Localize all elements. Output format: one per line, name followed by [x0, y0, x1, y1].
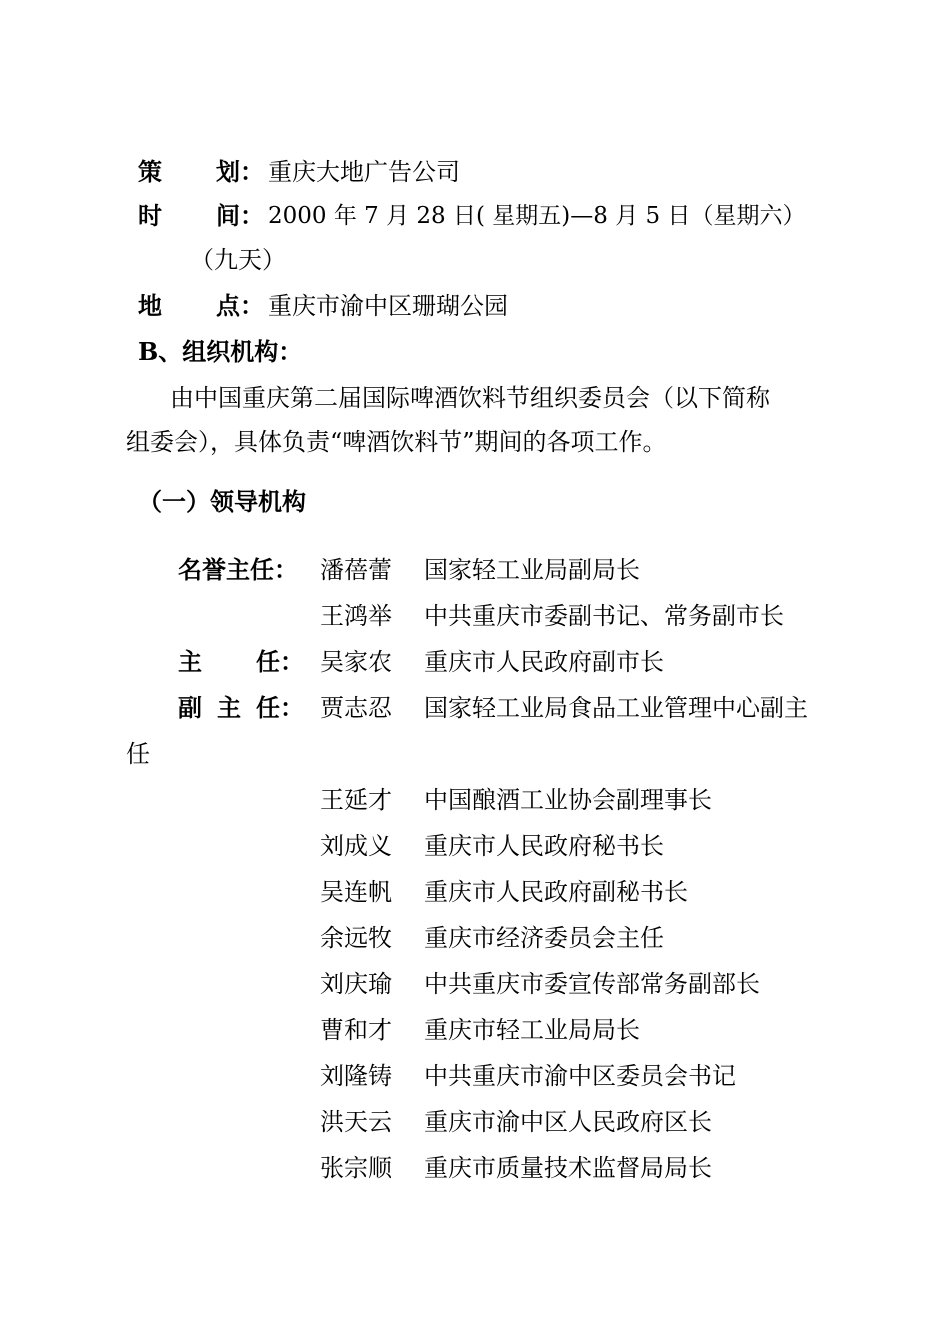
- member-name: 王鸿举: [320, 602, 392, 630]
- director-label-2: 任：: [256, 647, 304, 676]
- member-title: 重庆市人民政府秘书长: [424, 832, 664, 860]
- deputy-title-wrap: 任: [126, 740, 150, 768]
- member-title: 中国酿酒工业协会副理事长: [424, 786, 712, 814]
- planner-value: 重庆大地广告公司: [268, 158, 460, 186]
- member-name: 刘庆瑜: [320, 970, 392, 998]
- member-name: 刘成义: [320, 832, 392, 860]
- member-title: 国家轻工业局食品工业管理中心副主: [424, 694, 808, 722]
- section-b-para-line1: 由中国重庆第二届国际啤酒饮料节组织委员会（以下简称: [170, 384, 770, 412]
- planner-label-1: 策: [138, 157, 162, 186]
- time-label-2: 间：: [216, 201, 264, 230]
- section-b-heading: B、组织机构：: [138, 337, 303, 366]
- member-title: 中共重庆市委宣传部常务副部长: [424, 970, 760, 998]
- member-title: 重庆市质量技术监督局局长: [424, 1154, 712, 1182]
- place-value: 重庆市渝中区珊瑚公园: [268, 292, 508, 320]
- member-title: 中共重庆市渝中区委员会书记: [424, 1062, 736, 1090]
- time-label-1: 时: [138, 201, 162, 230]
- member-name: 王延才: [320, 786, 392, 814]
- member-title: 重庆市人民政府副秘书长: [424, 878, 688, 906]
- place-label-2: 点：: [216, 291, 264, 320]
- deputy-label-2: 主: [217, 693, 241, 722]
- honorary-director-label: 名誉主任：: [178, 555, 298, 584]
- member-title: 重庆市人民政府副市长: [424, 648, 664, 676]
- member-title: 重庆市轻工业局局长: [424, 1016, 640, 1044]
- member-name: 曹和才: [320, 1016, 392, 1044]
- section-b-para-line2: 组委会），具体负责“啤酒饮料节”期间的各项工作。: [126, 428, 667, 456]
- leadership-heading: （一）领导机构: [138, 487, 306, 516]
- member-title: 重庆市渝中区人民政府区长: [424, 1108, 712, 1136]
- director-label-1: 主: [178, 647, 202, 676]
- deputy-label-1: 副: [178, 693, 202, 722]
- member-name: 洪天云: [320, 1108, 392, 1136]
- member-title: 国家轻工业局副局长: [424, 556, 640, 584]
- member-title: 重庆市经济委员会主任: [424, 924, 664, 952]
- time-value: 2000 年 7 月 28 日( 星期五)—8 月 5 日（星期六）: [268, 203, 806, 229]
- member-name: 贾志忍: [320, 694, 392, 722]
- member-name: 余远牧: [320, 924, 392, 952]
- deputy-label-3: 任：: [256, 693, 304, 722]
- member-title: 中共重庆市委副书记、常务副市长: [424, 602, 784, 630]
- member-name: 刘隆铸: [320, 1062, 392, 1090]
- member-name: 吴连帆: [320, 878, 392, 906]
- time-extra: （九天）: [190, 246, 286, 274]
- planner-label-2: 划：: [216, 157, 264, 186]
- member-name: 潘蓓蕾: [320, 556, 392, 584]
- member-name: 张宗顺: [320, 1154, 392, 1182]
- place-label-1: 地: [138, 291, 162, 320]
- member-name: 吴家农: [320, 648, 392, 676]
